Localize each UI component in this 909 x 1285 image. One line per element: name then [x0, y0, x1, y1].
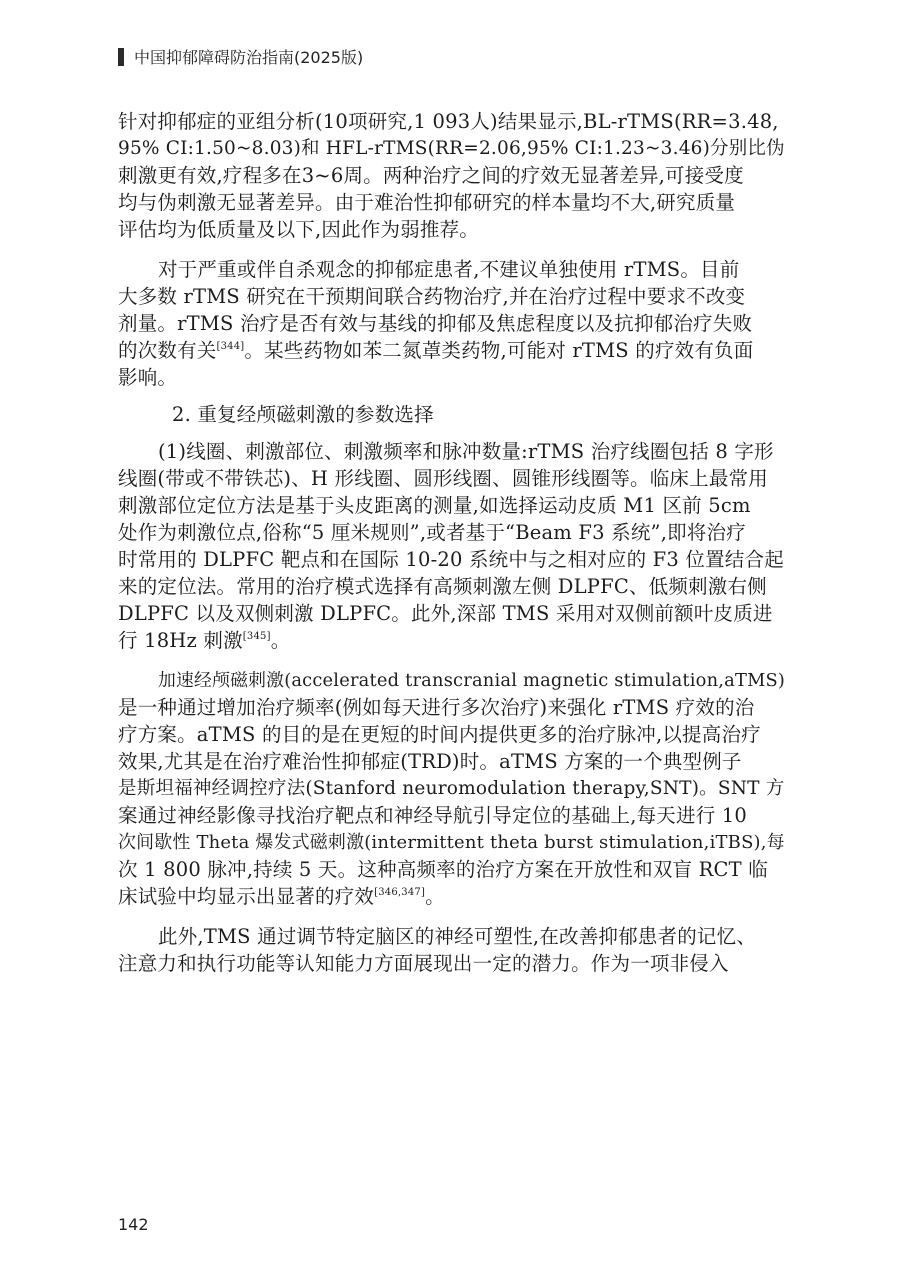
text-line: 此外,TMS 通过调节特定脑区的神经可塑性,在改善抑郁患者的记忆、 [158, 925, 757, 948]
citation-ref: [345] [242, 631, 271, 642]
paragraph-continuation [118, 108, 788, 243]
header-title: 中国抑郁障碍防治指南(2025版) [134, 48, 364, 67]
text-line: 时常用的 DLPFC 靶点和在国际 10-20 系统中与之相对应的 F3 位置结合起 [118, 548, 784, 571]
text-line: 效果,尤其是在治疗难治性抑郁症(TRD)时。aTMS 方案的一个典型例子 [118, 750, 742, 773]
text-line: 是斯坦福神经调控疗法(Stanford neuromodulation therapy,SNT)。SNT 方 [118, 778, 785, 799]
section-heading [118, 401, 788, 428]
text-line: 对于严重或伴自杀观念的抑郁症患者,不建议单独使用 rTMS。目前 [158, 258, 740, 281]
text-line: 加速经颅磁刺激(accelerated transcranial magnetic stimulation,aTMS) [158, 670, 786, 691]
citation-ref: [344] [216, 341, 245, 352]
header-bar-mark [118, 48, 124, 66]
heading-text: 2. 重复经颅磁刺激的参数选择 [172, 403, 434, 426]
text-line: 剂量。rTMS 治疗是否有效与基线的抑郁及焦虑程度以及抗抑郁治疗失败 [118, 312, 753, 335]
text-line: (1)线圈、刺激部位、刺激频率和脉冲数量:rTMS 治疗线圈包括 8 字形 [158, 440, 774, 463]
text-line: 处作为刺激位点,俗称“5 厘米规则”,或者基于“Beam F3 系统”,即将治疗 [118, 521, 746, 544]
body-text [118, 108, 788, 977]
running-header [118, 45, 363, 68]
text-line: 大多数 rTMS 研究在干预期间联合药物治疗,并在治疗过程中要求不改变 [118, 285, 746, 308]
paragraph-coil-parameters [118, 438, 788, 654]
text-line: 床试验中均显示出显著的疗效[346,347]。 [118, 885, 445, 908]
text-line: 刺激更有效,疗程多在3~6周。两种治疗之间的疗效无显著差异,可接受度 [118, 164, 744, 187]
text-line: 均与伪刺激无显著差异。由于难治性抑郁研究的样本量均不大,研究质量 [118, 191, 736, 214]
text-line: 案通过神经影像寻找治疗靶点和神经导航引导定位的基础上,每天进行 10 [118, 804, 748, 827]
text-line: 针对抑郁症的亚组分析(10项研究,1 093人)结果显示,BL-rTMS(RR=3.48, [118, 110, 779, 133]
text-line: 线圈(带或不带铁芯)、H 形线圈、圆形线圈、圆锥形线圈等。临床上最常用 [118, 467, 768, 490]
page-number: 142 [118, 1215, 149, 1234]
text-line: 评估均为低质量及以下,因此作为弱推荐。 [118, 218, 479, 241]
text-line: 来的定位法。常用的治疗模式选择有高频刺激左侧 DLPFC、低频刺激右侧 [118, 575, 767, 598]
paragraph-atms [118, 667, 788, 910]
citation-ref: [346,347] [374, 887, 426, 898]
text-line: 次间歇性 Theta 爆发式磁刺激(intermittent theta burst stimulation,iTBS),每 [118, 832, 785, 853]
paragraph-cognition [118, 923, 788, 977]
text-line: 注意力和执行功能等认知能力方面展现出一定的潜力。作为一项非侵入 [118, 952, 729, 975]
text-line: DLPFC 以及双侧刺激 DLPFC。此外,深部 TMS 采用对双侧前额叶皮质进 [118, 602, 773, 625]
paragraph-rtms-caution [118, 256, 788, 391]
text-line: 疗方案。aTMS 的目的是在更短的时间内提供更多的治疗脉冲,以提高治疗 [118, 723, 761, 746]
text-line: 次 1 800 脉冲,持续 5 天。这种高频率的治疗方案在开放性和双盲 RCT 临 [118, 858, 768, 881]
text-line: 95% CI:1.50~8.03)和 HFL-rTMS(RR=2.06,95% CI:1.23~3.46)分别比伪 [118, 138, 785, 159]
text-line: 是一种通过增加治疗频率(例如每天进行多次治疗)来强化 rTMS 疗效的治 [118, 696, 755, 719]
text-line: 影响。 [118, 366, 178, 389]
text-line: 的次数有关[344]。某些药物如苯二氮䓬类药物,可能对 rTMS 的疗效有负面 [118, 339, 754, 362]
text-line: 刺激部位定位方法是基于头皮距离的测量,如选择运动皮质 M1 区前 5cm [118, 494, 751, 517]
text-line: 行 18Hz 刺激[345]。 [118, 629, 291, 652]
